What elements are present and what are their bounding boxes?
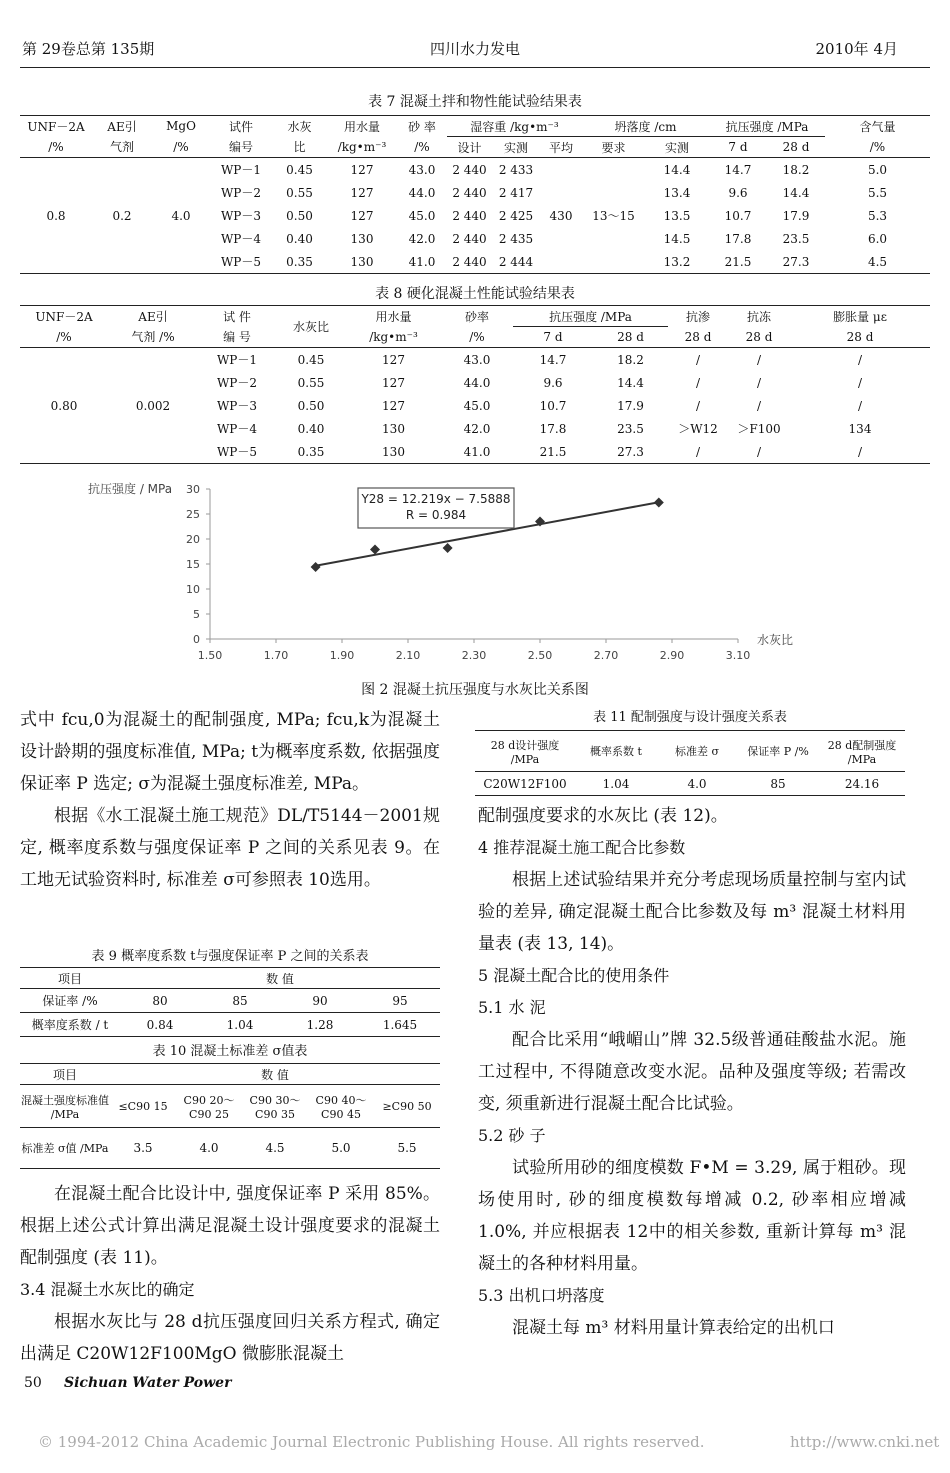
table-row: 保证率 /% 80 85 90 95 [20, 989, 440, 1013]
right-column [478, 800, 906, 1344]
table10-caption: 表 10 混凝土标准差 σ值表 [152, 1044, 308, 1059]
paragraph: 根据上述试验结果并充分考虑现场质量控制与室内试验的差异, 确定混凝土配合比参数及每 m³ 混凝土材料用量表 (表 13, 14)。 [478, 870, 906, 954]
data-point [370, 545, 380, 555]
x-tick-label: 1.70 [263, 649, 289, 662]
table7-caption: 表 7 混凝土拌和物性能试验结果表 [368, 94, 582, 110]
table-row: C20W12F100 1.04 4.0 85 24.16 [475, 772, 905, 796]
journal-name-en: Sichuan Water Power [64, 1375, 232, 1391]
table8-header-row-2: /% 气剂 /% 编 号 /kg•m⁻³ /% 7 d 28 d 28 d 28 d 28 d [20, 327, 930, 348]
paragraph: 配合比采用“峨嵋山”牌 32.5级普通硅酸盐水泥。施工过程中, 不得随意改变水泥。品种及强度等级; 若需改变, 须重新进行混凝土配合比试验。 [478, 1030, 906, 1114]
table-row: WP－2 0.55 127 44.0 9.6 14.4 / / / [216, 375, 863, 390]
y-tick-label: 5 [193, 608, 200, 621]
table-row: WP－4 0.40 130 42.0 2 440 2 435 14.5 17.8 23.5 6.0 [220, 231, 888, 246]
chart-ylabel: 抗压强度 / MPa [88, 482, 173, 496]
copyright-notice: © 1994-2012 China Academic Journal Electronic Publishing House. All rights reserved. [38, 1433, 705, 1451]
table7 [20, 115, 930, 274]
table8 [20, 305, 930, 464]
section-heading: 5.1 水 泥 [478, 998, 546, 1017]
table-row: 概率度系数 / t 0.84 1.04 1.28 1.645 [20, 1013, 440, 1037]
table10: 项目 数 值 混凝土强度标准值 /MPa ≤C90 15 C90 20～C90 25 C90 30～C90 35 C90 40～C90 45 ≥C90 50 标准差 σ值 /MPa 3.5 4.0 4.5 5.0 5.5 [20, 1063, 440, 1169]
section-heading: 5.3 出机口坍落度 [478, 1286, 605, 1305]
paragraph: 根据《水工混凝土施工规范》DL/T5144－2001规定, 概率度系数与强度保证率 P 之间的关系见表 9。在工地无试验资料时, 标准差 σ可参照表 10选用。 [20, 806, 440, 890]
table7-header-row-2: /% 气剂 /% 编号 比 /kg•m⁻³ /% 设计 实测 平均 要求 实测 7 d 28 d /% [20, 137, 930, 158]
left-column-lower [20, 1178, 440, 1370]
x-tick-label: 2.10 [395, 649, 421, 662]
table8-header-row-1: UNF－2A AE引 试 件 水灰比 用水量 砂率 抗压强度 /MPa 抗渗 抗冻 膨胀量 με [20, 306, 930, 327]
data-point [443, 543, 453, 553]
header-rule [20, 67, 930, 68]
section-heading: 5 混凝土配合比的使用条件 [478, 966, 670, 985]
table-row: WP－4 0.40 130 42.0 17.8 23.5 ＞W12 ＞F100 134 [216, 421, 872, 436]
issue-date: 2010年 4月 [815, 40, 898, 58]
paragraph: 试验所用砂的细度模数 F•M = 3.29, 属于粗砂。现场使用时, 砂的细度模数每增减 0.2, 砂率相应增减 1.0%, 并应根据表 12中的相关参数, 重新计算每 m³ 混凝土的各种材料用量。 [478, 1158, 906, 1274]
table-row: 标准差 σ值 /MPa 3.5 4.0 4.5 5.0 5.5 [20, 1128, 440, 1169]
x-tick-label: 1.50 [197, 649, 223, 662]
y-tick-label: 10 [186, 583, 200, 596]
strength-wc-chart [60, 472, 840, 672]
left-column [20, 704, 440, 896]
x-tick-label: 2.30 [461, 649, 487, 662]
paragraph: 式中 fcu,0为混凝土的配制强度, MPa; fcu,k为混凝土设计龄期的强度标准值, MPa; t为概率度系数, 依据强度保证率 P 选定; σ为混凝土强度标准差, MPa。 [20, 710, 440, 794]
table-row: 混凝土强度标准值 /MPa ≤C90 15 C90 20～C90 25 C90 30～C90 35 C90 40～C90 45 ≥C90 50 [20, 1085, 440, 1128]
x-tick-label: 3.10 [725, 649, 751, 662]
table9-caption: 表 9 概率度系数 t与强度保证率 P 之间的关系表 [91, 949, 369, 964]
y-tick-label: 30 [186, 483, 200, 496]
data-point [311, 562, 321, 572]
paragraph: 在混凝土配合比设计中, 强度保证率 P 采用 85%。根据上述公式计算出满足混凝土设计强度要求的混凝土配制强度 (表 11)。 [20, 1184, 440, 1268]
page-number: 50 [24, 1375, 42, 1391]
x-tick-label: 2.50 [527, 649, 553, 662]
section-heading: 5.2 砂 子 [478, 1126, 546, 1145]
paragraph: 混凝土每 m³ 材料用量计算表给定的出机口 [512, 1318, 835, 1338]
figure2-caption: 图 2 混凝土抗压强度与水灰比关系图 [361, 682, 589, 698]
data-point [654, 498, 664, 508]
table-row: WP－3 0.50 127 45.0 2 440 2 425 13.5 10.7 17.9 5.3 [220, 208, 888, 223]
x-tick-label: 2.70 [593, 649, 619, 662]
table11 [475, 730, 905, 796]
table11-header: 28 d设计强度 /MPa 概率系数 t 标准差 σ 保证率 P /% 28 d配制强度 /MPa [475, 731, 905, 772]
journal-title: 四川水力发电 [429, 40, 520, 58]
chart-xlabel: 水灰比 [757, 633, 794, 647]
cnki-url: http://www.cnki.net [790, 1433, 940, 1451]
paragraph: 根据水灰比与 28 d抗压强度回归关系方程式, 确定出满足 C20W12F100MgO 微膨胀混凝土 [20, 1312, 440, 1364]
annotation-r: R = 0.984 [405, 508, 467, 522]
issue-number: 第 29卷总第 135期 [22, 40, 155, 58]
table-row: 0.80 0.002 WP－1 0.45 127 43.0 14.7 18.2 / / / [20, 348, 930, 372]
x-tick-label: 2.90 [659, 649, 685, 662]
y-tick-label: 25 [186, 508, 200, 521]
y-tick-label: 20 [186, 533, 200, 546]
section-heading: 3.4 混凝土水灰比的确定 [20, 1280, 195, 1299]
table7-header-row-1: UNF－2A AE引 MgO 试件 水灰 用水量 砂 率 湿容重 /kg•m⁻³ 坍落度 /cm 抗压强度 /MPa 含气量 [20, 116, 930, 137]
y-tick-label: 15 [186, 558, 200, 571]
table11-caption: 表 11 配制强度与设计强度关系表 [593, 710, 787, 725]
table8-caption: 表 8 硬化混凝土性能试验结果表 [375, 286, 575, 302]
table-row: WP－2 0.55 127 44.0 2 440 2 417 13.4 9.6 14.4 5.5 [220, 185, 888, 200]
paragraph: 配制强度要求的水灰比 (表 12)。 [478, 806, 728, 826]
table-row: WP－5 0.35 130 41.0 2 440 2 444 13.2 21.5 27.3 4.5 [20, 250, 930, 274]
table9: 项目 数 值 保证率 /% 80 85 90 95 概率度系数 / t 0.84 1.04 1.28 1.645 [20, 967, 440, 1037]
regression-annotation [358, 488, 514, 528]
table-row: 0.8 0.2 4.0 WP－1 0.45 127 43.0 2 440 2 433 430 13～15 14.4 14.7 18.2 5.0 [20, 158, 930, 182]
section-heading: 4 推荐混凝土施工配合比参数 [478, 838, 686, 857]
table-row: WP－5 0.35 130 41.0 21.5 27.3 / / / [20, 440, 930, 464]
table-row: WP－3 0.50 127 45.0 10.7 17.9 / / / [216, 398, 863, 413]
y-tick-label: 0 [193, 633, 200, 646]
x-tick-label: 1.90 [329, 649, 355, 662]
annotation-equation: Y28 = 12.219x − 7.5888 [361, 492, 511, 506]
